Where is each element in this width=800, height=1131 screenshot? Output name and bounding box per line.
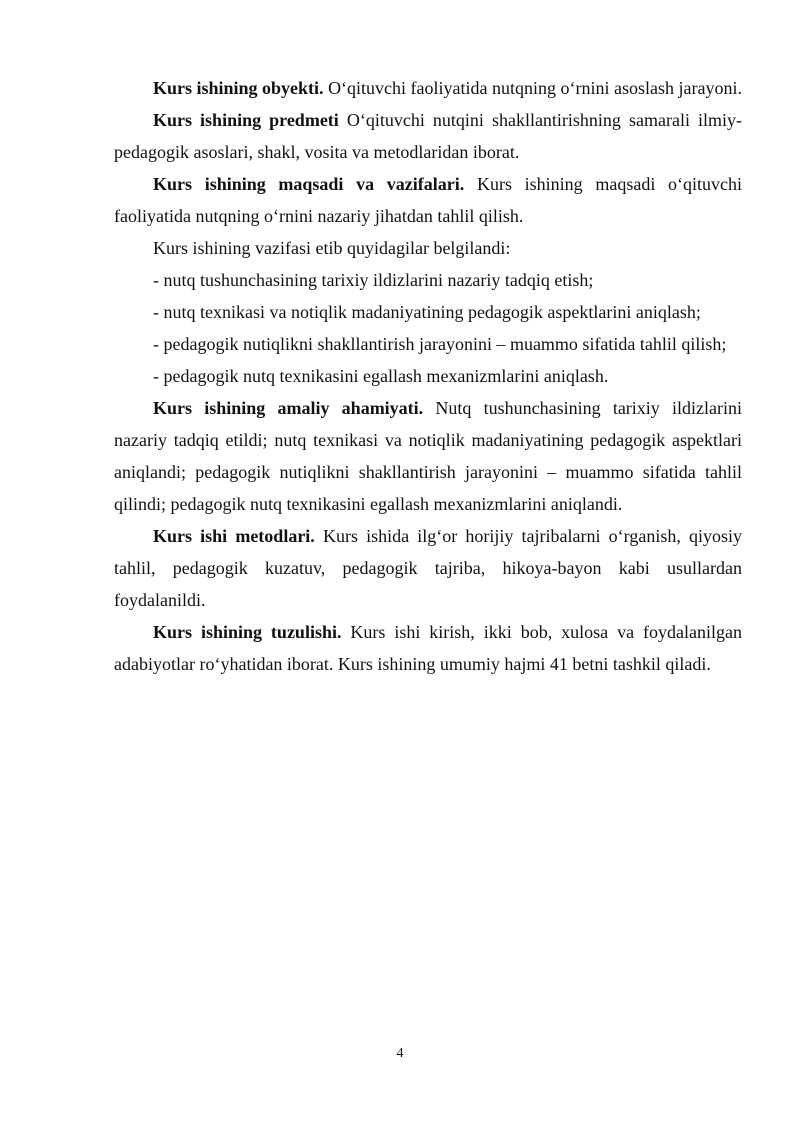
heading-object: Kurs ishining obyekti. [153,78,324,98]
list-item-text: - nutq tushunchasining tarixiy ildizlarini nazariy tadqiq etish; [153,270,594,290]
heading-methods: Kurs ishi metodlari. [153,526,315,546]
text-object: O‘qituvchi faoliyatida nutqning o‘rnini asoslash jarayoni. [323,78,742,98]
list-item [114,328,742,360]
list-item-text: - pedagogik nutq texnikasini egallash mexanizmlarini aniqlash. [153,366,609,386]
list-item-text: - pedagogik nutiqlikni shakllantirish jarayonini – muammo sifatida tahlil qilish; [153,334,727,354]
text-methods: Kurs ishida ilg‘or horijiy tajribalarni o‘rganish, qiyosiy tahlil, pedagogik kuzatuv, pedagogik tajriba, hikoya-bayon kabi usullardan foydalanildi. [114,526,742,610]
page-number: 4 [396,1046,404,1061]
paragraph-structure [114,616,742,680]
paragraph-subject [114,104,742,168]
text-tasks-intro: Kurs ishining vazifasi etib quyidagilar belgilandi: [153,238,511,258]
paragraph-goals [114,168,742,232]
list-item [114,296,742,328]
paragraph-practical-value [114,392,742,520]
list-item [114,264,742,296]
heading-practical-value: Kurs ishining amaliy ahamiyati. [153,398,424,418]
text-structure: Kurs ishi kirish, ikki bob, xulosa va foydalanilgan adabiyotlar ro‘yhatidan iborat. Kurs ishining umumiy hajmi 41 betni tashkil qiladi. [114,622,742,674]
body-text [114,72,742,680]
list-item [114,360,742,392]
text-subject: O‘qituvchi nutqini shakllantirishning samarali ilmiy-pedagogik asoslari, shakl, vosita va metodlaridan iborat. [114,110,743,162]
paragraph-object [114,72,742,104]
heading-goals: Kurs ishining maqsadi va vazifalari. [153,174,465,194]
paragraph-methods [114,520,742,616]
heading-subject: Kurs ishining predmeti [153,110,339,130]
text-goals: Kurs ishining maqsadi o‘qituvchi faoliyatida nutqning o‘rnini nazariy jihatdan tahlil qilish. [114,174,742,226]
paragraph-tasks-intro [114,232,742,264]
list-item-text: - nutq texnikasi va notiqlik madaniyatining pedagogik aspektlarini aniqlash; [153,302,701,322]
text-practical-value: Nutq tushunchasining tarixiy ildizlarini nazariy tadqiq etildi; nutq texnikasi va notiqlik madaniyatining pedagogik aspektlari aniqlandi; pedagogik nutiqlikni shakllantirish jarayonini – muammo sifatida tahlil qilindi; pedagogik nutq texnikasini egallash mexanizmlarini aniqlandi. [114,398,742,514]
heading-structure: Kurs ishining tuzulishi. [153,622,342,642]
